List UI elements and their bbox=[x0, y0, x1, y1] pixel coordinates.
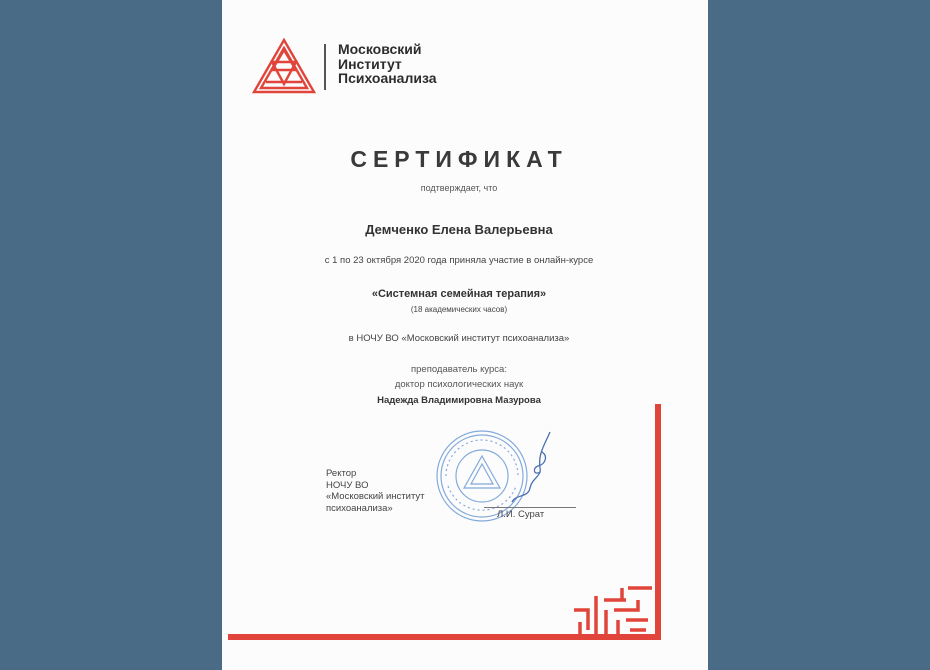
teacher-role: преподаватель курса: bbox=[411, 364, 507, 375]
rector-line: НОЧУ ВО bbox=[326, 479, 369, 491]
institution-text: в НОЧУ ВО «Московский институт психоанализа» bbox=[348, 333, 570, 344]
rector-line: психоанализа» bbox=[326, 502, 393, 514]
certificate-sheet bbox=[222, 0, 708, 670]
certificate-subtitle: подтверждает, что bbox=[420, 183, 498, 193]
organization-name-line: Психоанализа bbox=[338, 70, 437, 86]
teacher-name: Надежда Владимировна Мазурова bbox=[377, 395, 541, 406]
course-hours: (18 академических часов) bbox=[410, 305, 508, 314]
rector-line: Ректор bbox=[326, 468, 357, 479]
course-name: «Системная семейная терапия» bbox=[371, 288, 547, 300]
signer-name: Л.И. Сурат bbox=[497, 509, 545, 520]
decorative-ornament-icon bbox=[222, 0, 708, 670]
recipient-name: Демченко Елена Валерьевна bbox=[365, 222, 553, 237]
organization-name-line: Институт bbox=[338, 55, 402, 72]
period-text: с 1 по 23 октября 2020 года приняла участие в онлайн-курсе bbox=[324, 255, 594, 266]
organization-name-line: Московский bbox=[338, 41, 422, 57]
teacher-degree: доктор психологических наук bbox=[394, 379, 524, 390]
certificate-title: СЕРТИФИКАТ bbox=[350, 146, 568, 172]
rector-line: «Московский институт bbox=[326, 491, 425, 502]
